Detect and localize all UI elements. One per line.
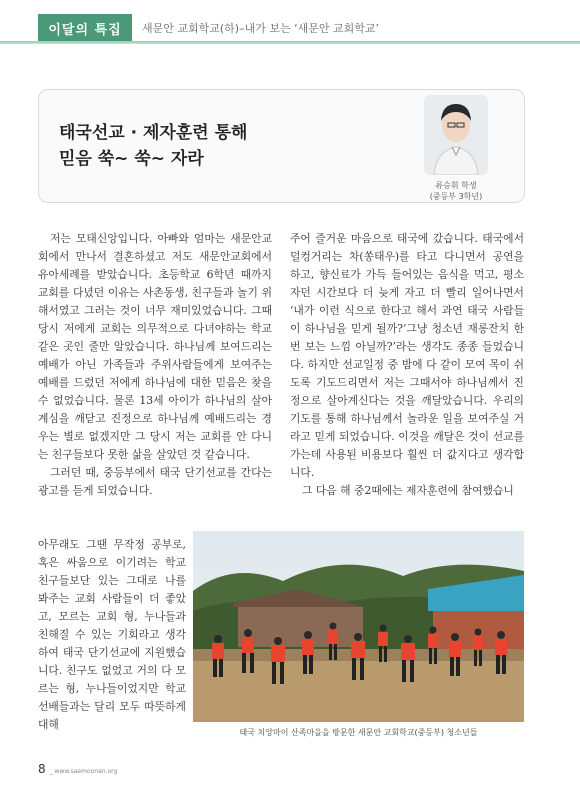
author-photo — [424, 95, 488, 175]
author-caption — [399, 180, 513, 202]
header-subtitle: 새문안 교회학교(하)–내가 보는 ‘새문안 교회학교’ — [142, 22, 379, 35]
photo-caption: 태국 치앙마이 산족마을을 방문한 새문안 교회학교(중등부) 청소년들 — [239, 728, 478, 737]
body-narrow-column — [38, 536, 186, 734]
paragraph: 그러던 때, 중등부에서 태국 단기선교를 간다는 광고를 듣게 되었습니다. — [38, 466, 272, 497]
body-right-column — [290, 230, 524, 500]
title-box — [38, 89, 525, 203]
title-line-2: 믿음 쑥~ 쑥~ 자라 — [59, 149, 204, 169]
paragraph: 아무래도 그땐 무작정 공부로, 혹은 싸움으로 이기려는 학교 친구들보단 있는 그대로 나를 봐주는 교회 사람들이 더 좋았고, 모르는 교회 형, 누나들과 친해질 수 있는 기회라고 생각하여 태국 단기선교에 지원했습니다. 친구도 없었고 거의 다 모르는 형, 누나들이었지만 학교선배들과는 달리 모두 따뜻하게 대해 — [38, 538, 186, 731]
paragraph: 그 다음 해 중2때에는 제자훈련에 참여했습니 — [302, 484, 514, 497]
paragraph: 주어 즐거운 마음으로 태국에 갔습니다. 태국에서 덜컹거리는 차(쏭태우)를 타고 다니면서 공연을 하고, 향신료가 가득 들어있는 음식을 먹고, 평소 자던 시간보다 더 늦게 자고 더 빨리 일어나면서 ‘내가 이런 식으로 한다고 해서 과연 태국 사람들이 하나님을 믿게 될까?’그냥 청소년 재롱잔치 한 번 보는 느낌 아닐까?’라는 생각도 종종 들었습니다. 하지만 선교일정 중 밤에 다 같이 모여 목이 쉬도록 기도드리면서 저는 그때서야 하나님께서 진정으로 살아계신다는 것을 깨달았습니다. 우리의 기도를 통해 하나님께서 놀라운 일을 보여주실 거라고 믿게 되었습니다. 이것을 깨달은 것이 선교를 가는데 사용된 비용보다 훨씬 더 값지다고 생각합니다. — [290, 232, 524, 479]
paragraph: 저는 모태신앙입니다. 아빠와 엄마는 새문안교회에서 만나서 결혼하셨고 저도 새문안교회에서 유아세례를 받았습니다. 초등학교 6학년 때까지 교회를 다녔던 이유는 사촌동생, 친구들과 놀기 위해서였고 그러는 것이 너무 재미있었습니다. 그때 당시 저에게 교회는 의무적으로 다녀야하는 학교 같은 곳인 줄만 알았습니다. 하나님께 보여드리는 예배가 아닌 가족들과 주위사람들에게 보여주는 예배를 드렸던 저에게 하나님에 대한 믿음은 찾을 수 없었습니다. 물론 13세 아이가 하나님의 살아계심을 깨닫고 진정으로 하나님께 예배드리는 경우는 별로 없겠지만 그 당시 저는 교회를 안 다니는 친구들보다 못한 삶을 살았던 것 같습니다. — [38, 232, 272, 461]
section-tab: 이달의 특집 — [38, 14, 132, 42]
author-dept: (중등부 3학년) — [429, 192, 483, 201]
mission-photo — [193, 531, 524, 722]
body-left-column — [38, 230, 272, 500]
header-bar — [0, 0, 580, 42]
footer-url: _ www.saemoonan.org — [49, 768, 118, 775]
header-divider — [0, 41, 580, 44]
title-line-1: 태국선교 · 제자훈련 통해 — [59, 123, 248, 143]
page-footer — [38, 762, 117, 776]
page-number: 8 — [38, 762, 46, 776]
author-name: 류승휘 학생 — [435, 181, 477, 190]
article-title — [59, 120, 379, 172]
